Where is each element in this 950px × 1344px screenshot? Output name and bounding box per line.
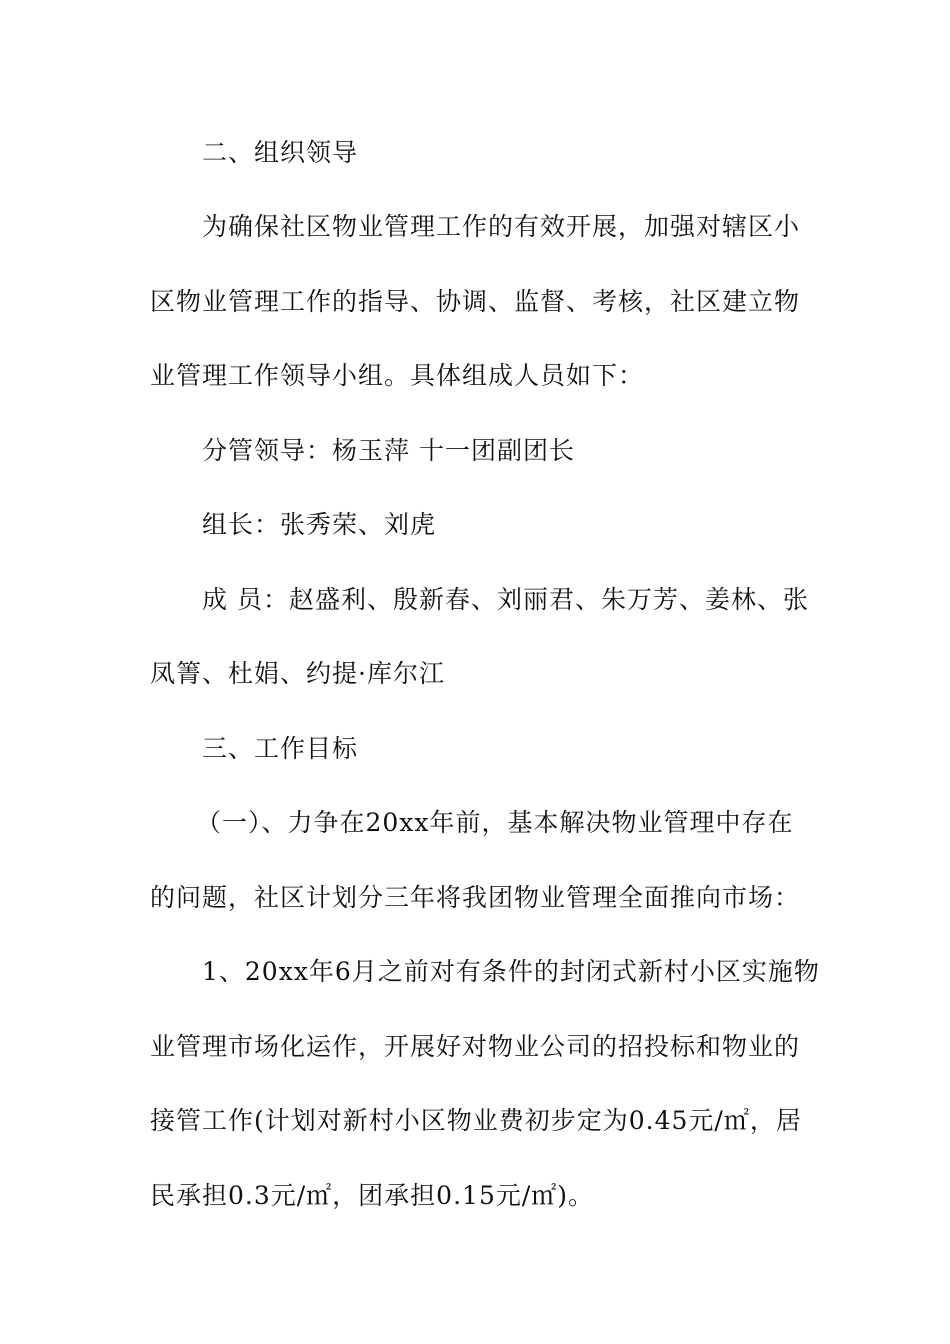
paragraph-line: 为确保社区物业管理工作的有效开展，加强对辖区小 xyxy=(202,212,801,241)
section-heading-goals: 三、工作目标 xyxy=(202,734,359,763)
paragraph-line: 民承担0.3元/㎡，团承担0.15元/㎡)。 xyxy=(150,1181,595,1210)
leader-line: 分管领导：杨玉萍 十一团副团长 xyxy=(202,436,575,465)
paragraph-line: 业管理工作领导小组。具体组成人员如下： xyxy=(150,361,645,390)
paragraph-line: 业管理市场化运作，开展好对物业公司的招投标和物业的 xyxy=(150,1032,801,1061)
paragraph-line: 1、20xx年6月之前对有条件的封闭式新村小区实施物 xyxy=(202,957,820,986)
paragraph-line: 的问题，社区计划分三年将我团物业管理全面推向市场： xyxy=(150,883,801,912)
group-leader-line: 组长：张秀荣、刘虎 xyxy=(202,510,437,539)
members-line-continued: 凤箐、杜娟、约提·库尔江 xyxy=(150,659,445,688)
paragraph-line: （一）、力争在20xx年前，基本解决物业管理中存在 xyxy=(196,808,794,837)
members-line: 成 员：赵盛利、殷新春、刘丽君、朱万芳、姜林、张 xyxy=(202,585,809,614)
section-heading-organization: 二、组织领导 xyxy=(202,138,359,167)
paragraph-line: 接管工作(计划对新村小区物业费初步定为0.45元/㎡，居 xyxy=(150,1106,802,1135)
paragraph-line: 区物业管理工作的指导、协调、监督、考核，社区建立物 xyxy=(150,287,801,316)
